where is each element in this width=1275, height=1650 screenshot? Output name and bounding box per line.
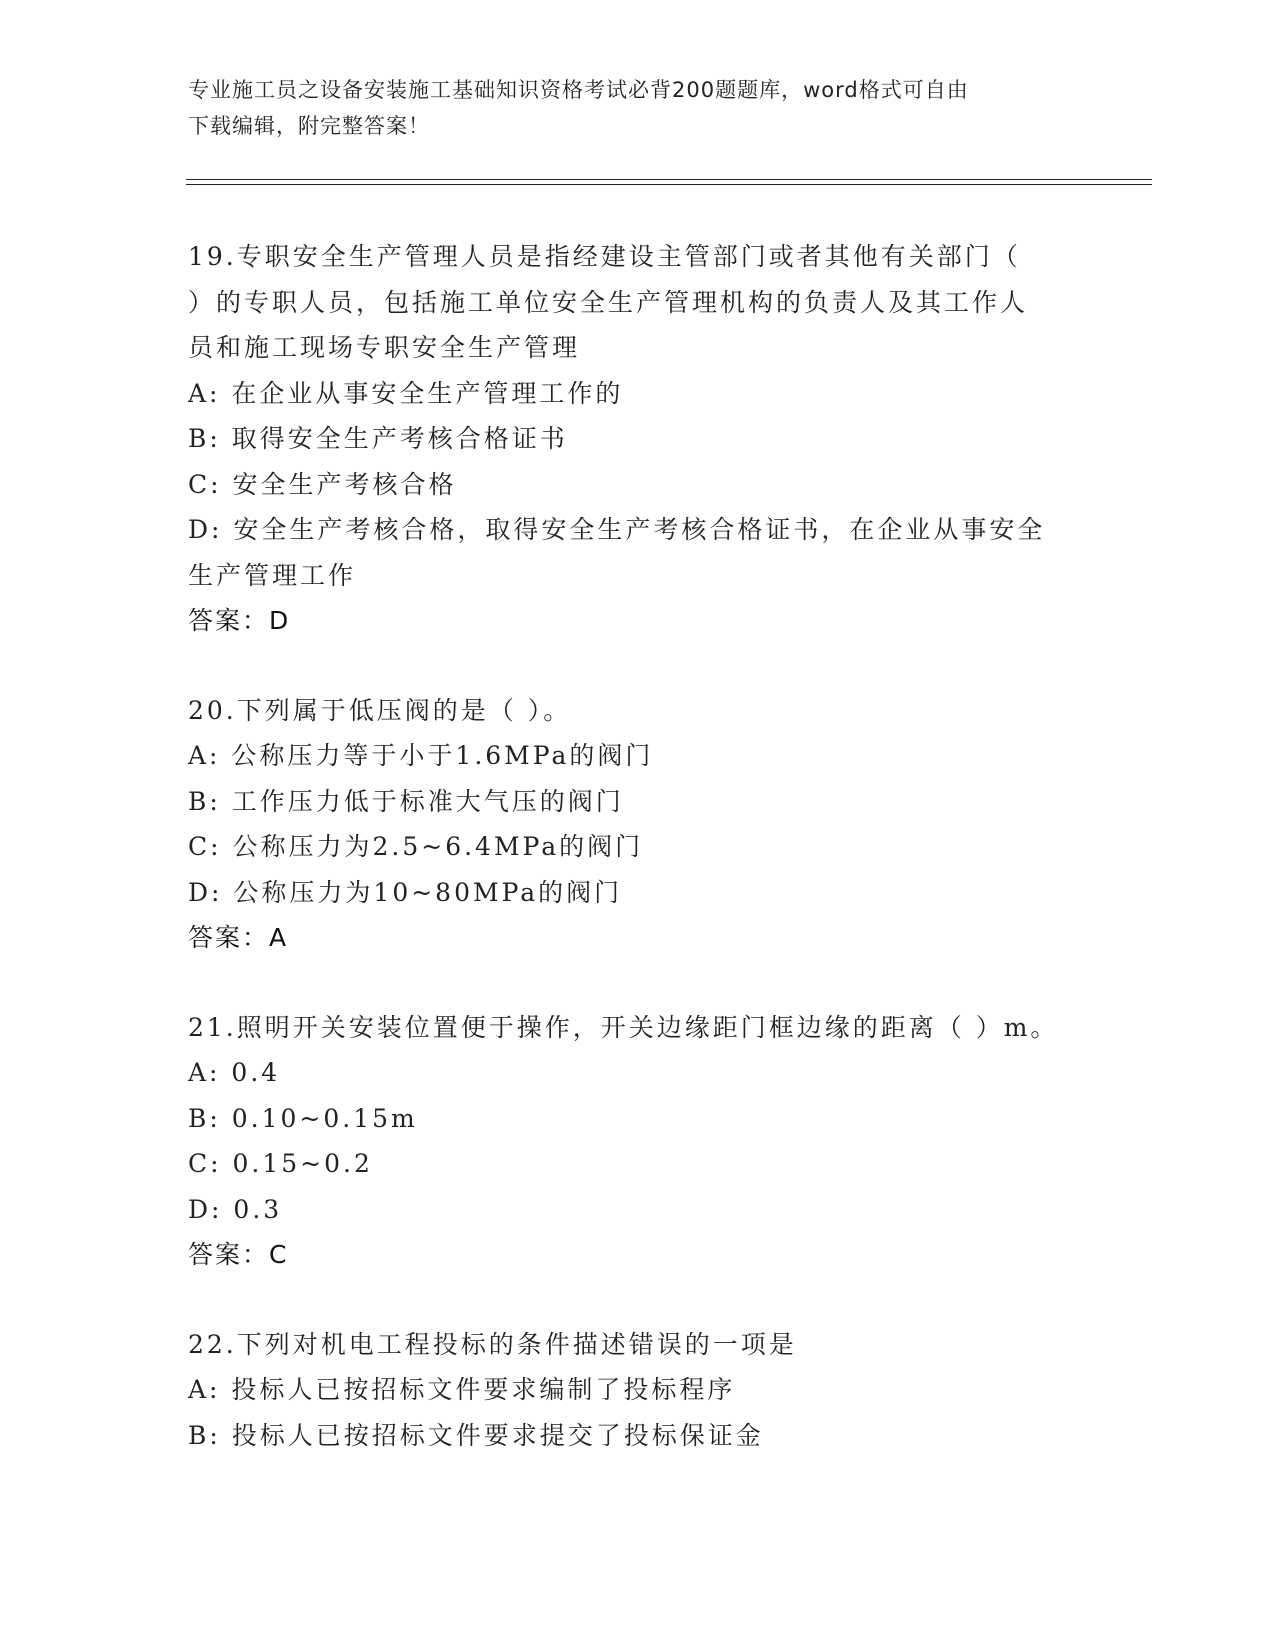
option-line: C: 安全生产考核合格 bbox=[188, 469, 457, 499]
header-line-2: 下载编辑，附完整答案！ bbox=[188, 114, 430, 138]
question-block bbox=[188, 234, 1088, 644]
header-line-1: 专业施工员之设备安装施工基础知识资格考试必背200题题库，word格式可自由 bbox=[188, 78, 969, 102]
option-line: 生产管理工作 bbox=[188, 560, 357, 590]
option-line: D: 0.3 bbox=[188, 1194, 283, 1224]
header-rule-top bbox=[186, 179, 1152, 180]
question-stem-line: ）的专职人员，包括施工单位安全生产管理机构的负责人及其工作人 bbox=[188, 287, 1029, 317]
option-line: A: 在企业从事安全生产管理工作的 bbox=[188, 378, 624, 408]
option-line: B: 投标人已按招标文件要求提交了投标保证金 bbox=[188, 1420, 764, 1450]
question-stem-line: 员和施工现场专职安全生产管理 bbox=[188, 333, 581, 362]
option-line: D: 安全生产考核合格，取得安全生产考核合格证书，在企业从事安全 bbox=[188, 515, 1046, 544]
option-line: A: 投标人已按招标文件要求编制了投标程序 bbox=[188, 1375, 736, 1404]
question-block bbox=[188, 1005, 1088, 1278]
answer-label: 答案：C bbox=[188, 1240, 289, 1269]
document-header bbox=[188, 72, 1068, 144]
option-line: B: 工作压力低于标准大气压的阀门 bbox=[188, 786, 624, 816]
question-stem-line: 19.专职安全生产管理人员是指经建设主管部门或者其他有关部门（ bbox=[188, 242, 1021, 271]
answer-label: 答案：D bbox=[188, 606, 291, 635]
header-rule-bottom bbox=[186, 184, 1152, 185]
question-list bbox=[188, 234, 1088, 1502]
answer-label: 答案：A bbox=[188, 923, 289, 952]
question-block bbox=[188, 1322, 1088, 1459]
question-stem-line: 20.下列属于低压阀的是（ ）。 bbox=[188, 695, 572, 725]
option-line: D: 公称压力为10~80MPa的阀门 bbox=[188, 877, 623, 907]
option-line: B: 取得安全生产考核合格证书 bbox=[188, 424, 568, 453]
option-line: A: 0.4 bbox=[188, 1058, 281, 1087]
question-stem-line: 22.下列对机电工程投标的条件描述错误的一项是 bbox=[188, 1329, 797, 1359]
question-stem-line: 21.照明开关安装位置便于操作，开关边缘距门框边缘的距离（ ）m。 bbox=[188, 1012, 1059, 1042]
option-line: A: 公称压力等于小于1.6MPa的阀门 bbox=[188, 741, 654, 770]
option-line: B: 0.10~0.15m bbox=[188, 1103, 418, 1133]
option-line: C: 公称压力为2.5~6.4MPa的阀门 bbox=[188, 832, 644, 861]
question-block bbox=[188, 688, 1088, 961]
option-line: C: 0.15~0.2 bbox=[188, 1149, 373, 1178]
